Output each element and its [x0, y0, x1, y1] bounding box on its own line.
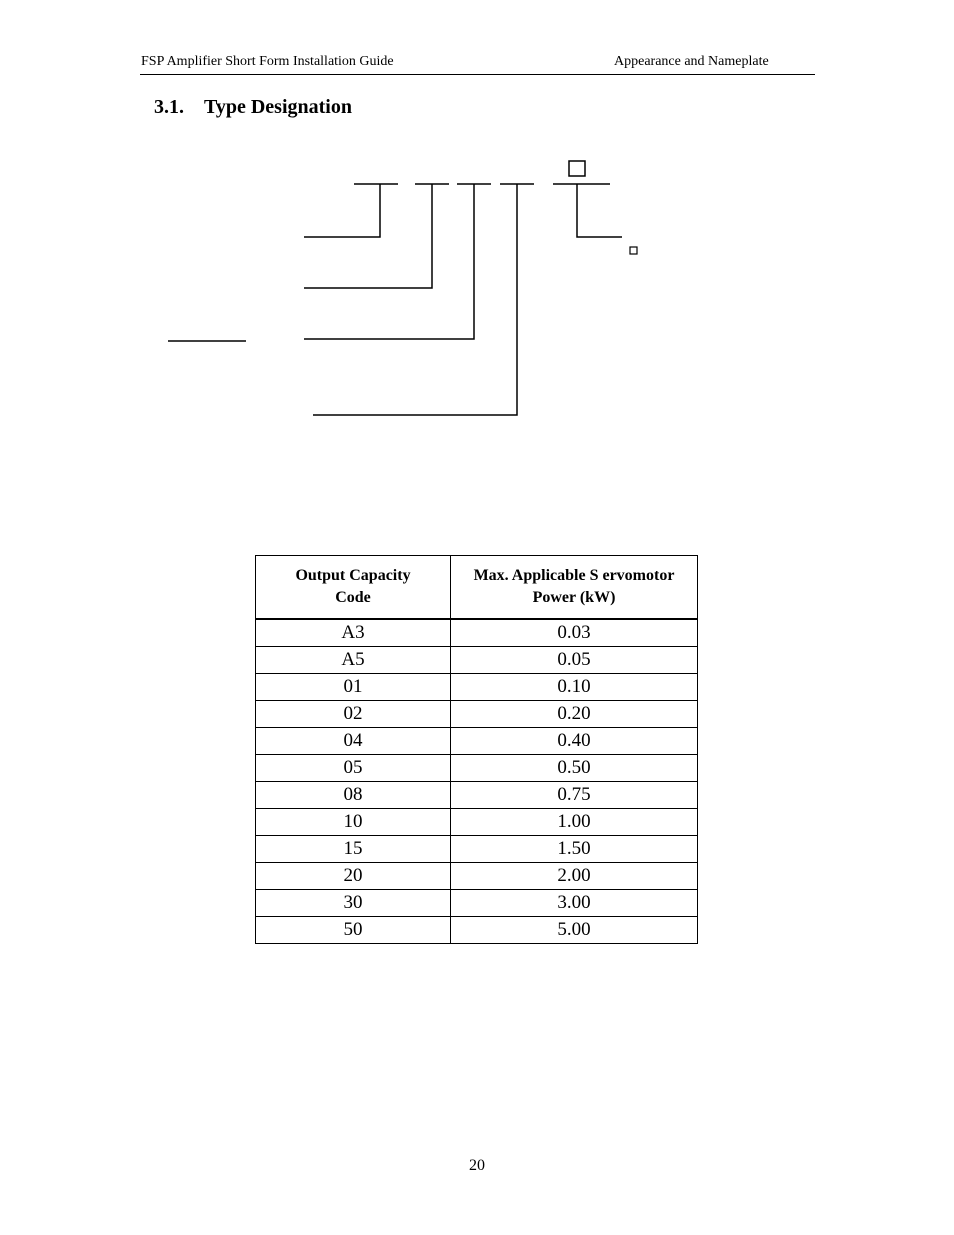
power-cell: 0.50 — [451, 755, 698, 782]
power-cell: 0.05 — [451, 647, 698, 674]
table-row — [256, 782, 698, 809]
code-cell: 50 — [256, 917, 451, 944]
code-cell: 02 — [256, 701, 451, 728]
table-row — [256, 619, 698, 647]
table-row — [256, 890, 698, 917]
column-header-power: Max. Applicable S ervomotor Power (kW) — [451, 556, 698, 620]
leader-line-3 — [304, 184, 474, 339]
section-number: 3.1. — [154, 96, 184, 118]
leader-line-2 — [304, 184, 432, 288]
type-designation-diagram — [0, 0, 954, 460]
code-cell: A5 — [256, 647, 451, 674]
table-row — [256, 755, 698, 782]
table-row — [256, 863, 698, 890]
code-cell: 30 — [256, 890, 451, 917]
table-row — [256, 728, 698, 755]
running-header-section: Appearance and Nameplate — [614, 54, 769, 69]
code-cell: 08 — [256, 782, 451, 809]
power-cell: 5.00 — [451, 917, 698, 944]
table-row — [256, 647, 698, 674]
power-cell: 3.00 — [451, 890, 698, 917]
table-row — [256, 917, 698, 944]
leader-line-option — [577, 184, 622, 237]
code-cell: 10 — [256, 809, 451, 836]
section-title: Type Designation — [204, 96, 352, 118]
power-cell: 0.40 — [451, 728, 698, 755]
table-row — [256, 809, 698, 836]
option-small-box — [630, 247, 637, 254]
column-header-code: Output Capacity Code — [256, 556, 451, 620]
code-cell: 20 — [256, 863, 451, 890]
power-cell: 0.03 — [451, 619, 698, 647]
power-cell: 1.00 — [451, 809, 698, 836]
leader-line-4 — [313, 184, 517, 415]
running-header-title: FSP Amplifier Short Form Installation Guide — [141, 54, 394, 69]
power-cell: 0.10 — [451, 674, 698, 701]
table-header-row — [256, 556, 698, 620]
page-number: 20 — [469, 1157, 485, 1174]
capacity-table — [255, 555, 698, 944]
leader-line-1 — [304, 184, 380, 237]
power-cell: 1.50 — [451, 836, 698, 863]
table-row — [256, 836, 698, 863]
code-cell: 05 — [256, 755, 451, 782]
code-cell: 04 — [256, 728, 451, 755]
code-cell: 15 — [256, 836, 451, 863]
table-row — [256, 701, 698, 728]
option-box — [569, 161, 585, 176]
power-cell: 0.20 — [451, 701, 698, 728]
code-cell: 01 — [256, 674, 451, 701]
table-row — [256, 674, 698, 701]
power-cell: 2.00 — [451, 863, 698, 890]
code-cell: A3 — [256, 619, 451, 647]
power-cell: 0.75 — [451, 782, 698, 809]
